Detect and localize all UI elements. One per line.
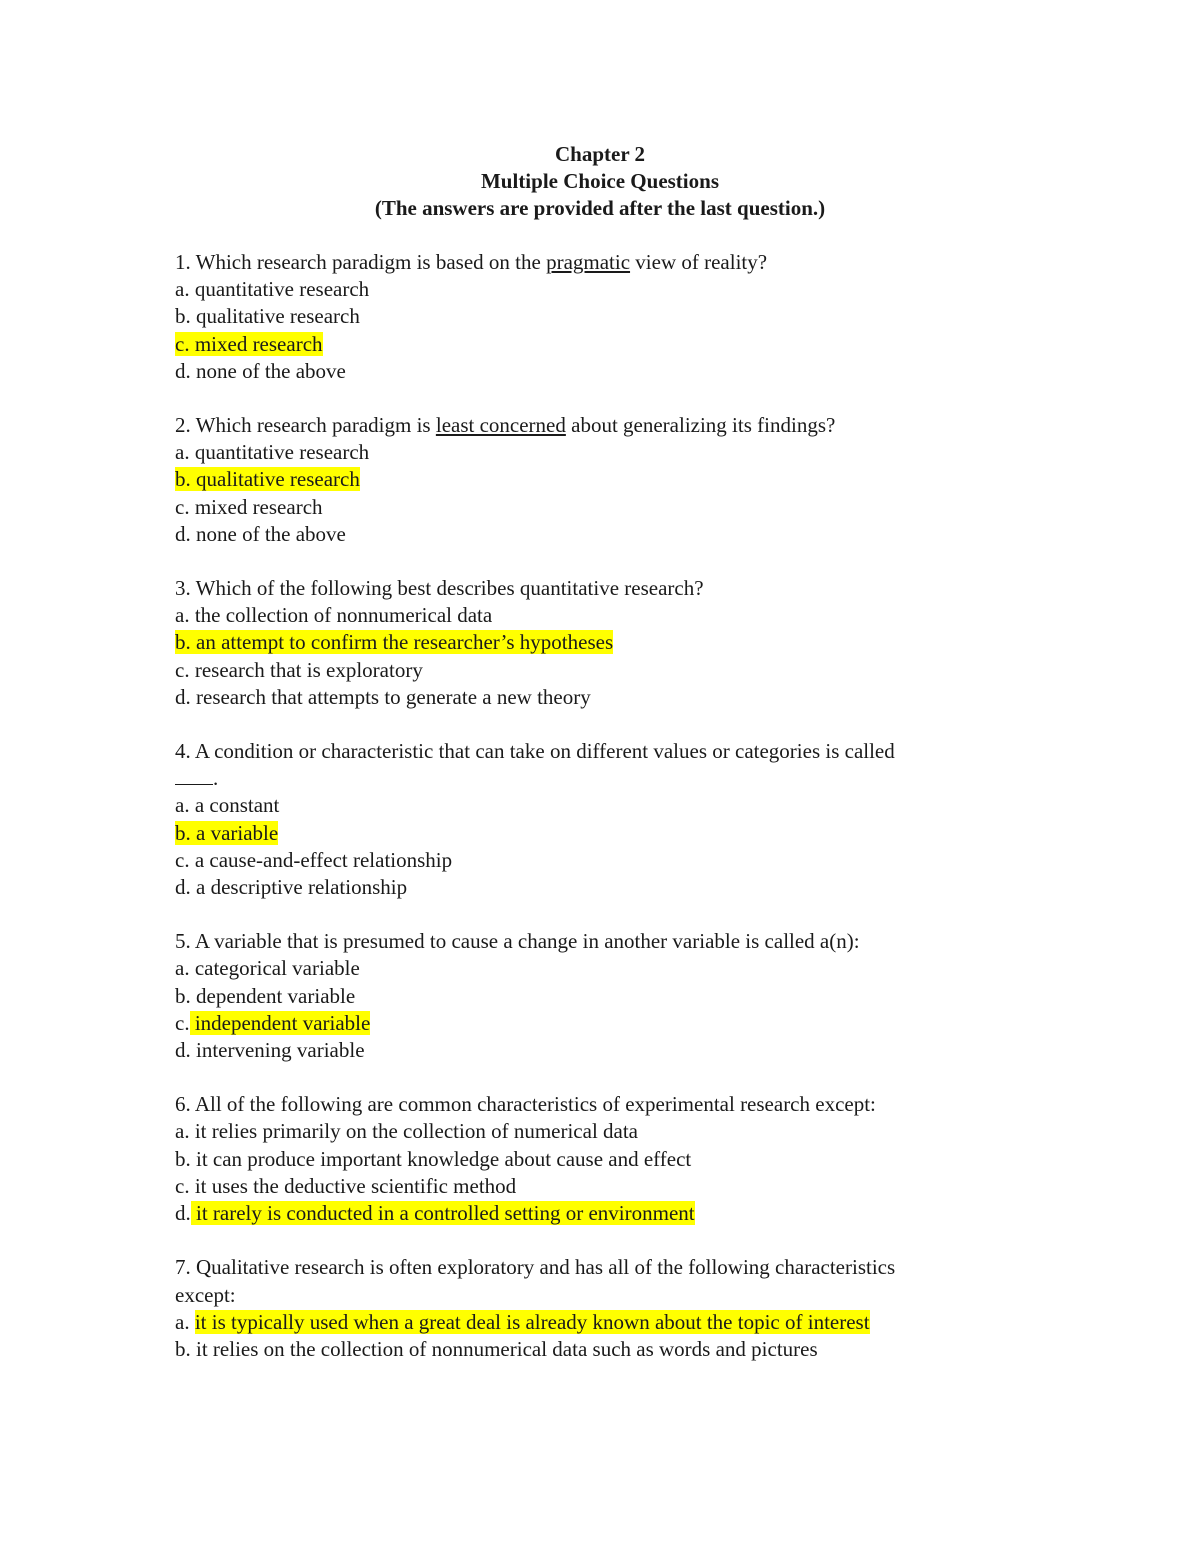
question-stem: 7. Qualitative research is often exploratory and has all of the following characteristics: [175, 1255, 896, 1280]
option-c-answer: c. mixed research: [175, 331, 323, 356]
option-b: b. it can produce important knowledge about cause and effect: [175, 1146, 692, 1171]
option-d: d. a descriptive relationship: [175, 875, 408, 900]
option-d: d. research that attempts to generate a new theory: [175, 684, 591, 709]
question-stem: 4. A condition or characteristic that can take on different values or categories is called: [175, 739, 895, 764]
option-c: c. it uses the deductive scientific method: [175, 1173, 517, 1198]
fill-in-blank: [175, 766, 213, 785]
question-5: [175, 928, 1025, 1064]
option-a: a. a constant: [175, 793, 280, 818]
option-d: d. none of the above: [175, 521, 346, 546]
option-c: c. research that is exploratory: [175, 657, 423, 682]
option-a: a. categorical variable: [175, 956, 360, 981]
option-c: c. mixed research: [175, 494, 323, 519]
option-a: a. quantitative research: [175, 277, 370, 302]
question-stem-continued: except:: [175, 1282, 236, 1307]
question-7: [175, 1254, 1025, 1363]
question-stem: 3. Which of the following best describes quantitative research?: [175, 576, 704, 601]
option-a-answer: a. it is typically used when a great deal is already known about the topic of interest: [175, 1309, 870, 1334]
option-a: a. quantitative research: [175, 440, 370, 465]
option-b: b. it relies on the collection of nonnumerical data such as words and pictures: [175, 1336, 818, 1361]
question-1: [175, 249, 1025, 385]
option-c: c. a cause-and-effect relationship: [175, 847, 453, 872]
option-b: b. dependent variable: [175, 983, 356, 1008]
question-4: [175, 738, 1025, 901]
option-b-answer: b. qualitative research: [175, 467, 360, 492]
option-b: b. qualitative research: [175, 304, 360, 329]
option-a: a. the collection of nonnumerical data: [175, 603, 493, 628]
section-subtitle: Multiple Choice Questions: [480, 169, 719, 193]
document-header: [175, 141, 1025, 222]
chapter-title: Chapter 2: [554, 142, 646, 166]
option-b-answer: b. an attempt to confirm the researcher’s hypotheses: [175, 630, 614, 655]
answer-blank: .: [175, 765, 1025, 792]
question-stem: 6. All of the following are common characteristics of experimental research except:: [175, 1092, 876, 1117]
document-page: [175, 141, 1025, 1363]
question-6: [175, 1091, 1025, 1227]
emphasized-term: least concerned: [435, 413, 566, 438]
option-c-answer: c. independent variable: [175, 1010, 371, 1035]
option-d: d. none of the above: [175, 358, 346, 383]
question-3: [175, 575, 1025, 711]
question-stem: 2. Which research paradigm is least concerned about generalizing its findings?: [175, 413, 836, 438]
question-2: [175, 412, 1025, 548]
question-stem: 1. Which research paradigm is based on the pragmatic view of reality?: [175, 250, 768, 274]
answers-note: (The answers are provided after the last question.): [374, 196, 826, 220]
option-b-answer: b. a variable: [175, 820, 279, 845]
option-d: d. intervening variable: [175, 1038, 365, 1063]
option-a: a. it relies primarily on the collection of numerical data: [175, 1119, 639, 1144]
question-stem: 5. A variable that is presumed to cause a change in another variable is called a(n):: [175, 929, 860, 954]
option-d-answer: d. it rarely is conducted in a controlled setting or environment: [175, 1201, 695, 1226]
emphasized-term: pragmatic: [546, 250, 631, 274]
